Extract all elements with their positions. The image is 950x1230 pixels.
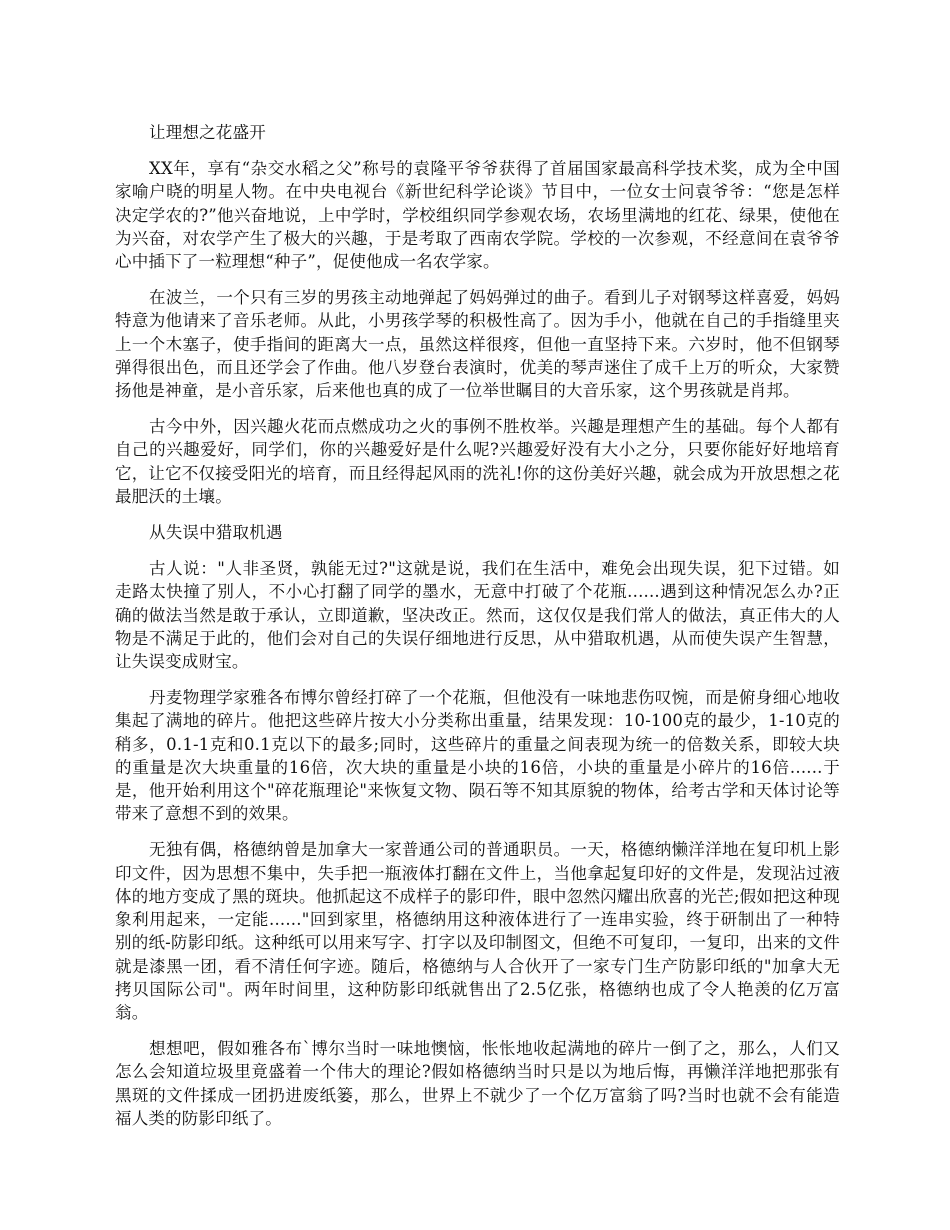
section-mistake-opportunity xyxy=(115,521,840,1130)
paragraph: 古人说："人非圣贤，孰能无过?"这就是说，我们在生活中，难免会出现失误，犯下过错。如走路太快撞了别人，不小心打翻了同学的墨水，无意中打破了个花瓶......遇到这种情况怎么办?正确的做法当然是敢于承认，立即道歉，坚决改正。然而，这仅仅是我们常人的做法，真正伟大的人物是不满足于此的，他们会对自己的失误仔细地进行反思，从中猎取机遇，从而使失误产生智慧，让失误变成财宝。 xyxy=(115,559,840,672)
paragraph: 想想吧，假如雅各布`博尔当时一味地懊恼，怅怅地收起满地的碎片一倒了之，那么，人们又怎么会知道垃圾里竟盛着一个伟大的理论?假如格德纳当时只是以为地后悔，再懒洋洋地把那张有黑斑的文件揉成一团扔进废纸篓，那么，世界上不就少了一个亿万富翁了吗?当时也就不会有能造福人类的防影印纸了。 xyxy=(115,1039,840,1128)
paragraph: 在波兰，一个只有三岁的男孩主动地弹起了妈妈弹过的曲子。看到儿子对钢琴这样喜爱，妈妈特意为他请来了音乐老师。从此，小男孩学琴的积极性高了。因为手小，他就在自己的手指缝里夹上一个木塞子，使手指间的距离大一点，虽然这样很疼，但他一直坚持下来。六岁时，他不但钢琴弹得很出色，而且还学会了作曲。他八岁登台表演时，优美的琴声迷住了成千上万的听众，大家赞扬他是神童，是小音乐家，后来他也真的成了一位举世瞩目的大音乐家，这个男孩就是肖邦。 xyxy=(115,288,840,401)
paragraph: 无独有偶，格德纳曾是加拿大一家普通公司的普通职员。一天，格德纳懒洋洋地在复印机上影印文件，因为思想不集中，失手把一瓶液体打翻在文件上，当他拿起复印好的文件是，发现沾过液体的地方变成了黑的斑块。他抓起这不成样子的影印件，眼中忽然闪耀出欣喜的光芒;假如把这种现象利用起来，一定能......"回到家里，格德纳用这种液体进行了一连串实验，终于研制出了一种特别的纸-防影印纸。这种纸可以用来写字、打字以及印制图文，但绝不可复印，一复印，出来的文件就是漆黑一团，看不清任何字迹。随后，格德纳与人合伙开了一家专门生产防影印纸的"加拿大无拷贝国际公司"。两年时间里，这种防影印纸就售出了2.5亿张，格德纳也成了令人艳羡的亿万富翁。 xyxy=(115,840,840,1022)
paragraph: 丹麦物理学家雅各布博尔曾经打碎了一个花瓶，但他没有一味地悲伤叹惋，而是俯身细心地收集起了满地的碎片。他把这些碎片按大小分类称出重量，结果发现：10-100克的最少，1-10克的稍多，0.1-1克和0.1克以下的最多;同时，这些碎片的重量之间表现为统一的倍数关系，即较大块的重量是次大块重量的16倍，次大块的重量是小块的16倍，小块的重量是小碎片的16倍......于是，他开始利用这个"碎花瓶理论"来恢复文物、陨石等不知其原貌的物体，给考古学和天体讨论等带来了意想不到的效果。 xyxy=(115,688,840,824)
section-title: 从失误中猎取机遇 xyxy=(149,523,283,543)
paragraph: 古今中外，因兴趣火花而点燃成功之火的事例不胜枚举。兴趣是理想产生的基础。每个人都有自己的兴趣爱好，同学们，你的兴趣爱好是什么呢?兴趣爱好没有大小之分，只要你能好好地培育它，让它不仅接受阳光的培育，而且经得起风雨的洗礼!你的这份美好兴趣，就会成为开放思想之花最肥沃的土壤。 xyxy=(115,417,840,506)
section-ideal-flower xyxy=(115,121,840,508)
paragraph: XX年，享有“杂交水稻之父”称号的袁隆平爷爷获得了首届国家最高科学技术奖，成为全中国家喻户晓的明星人物。在中央电视台《新世纪科学论谈》节目中，一位女士问袁爷爷：“您是怎样决定学农的?”他兴奋地说，上中学时，学校组织同学参观农场，农场里满地的红花、绿果，使他在为兴奋，对农学产生了极大的兴趣，于是考取了西南农学院。学校的一次参观，不经意间在袁爷爷心中插下了一粒理想“种子”，促使他成一名农学家。 xyxy=(115,159,840,272)
section-title: 让理想之花盛开 xyxy=(149,123,266,142)
